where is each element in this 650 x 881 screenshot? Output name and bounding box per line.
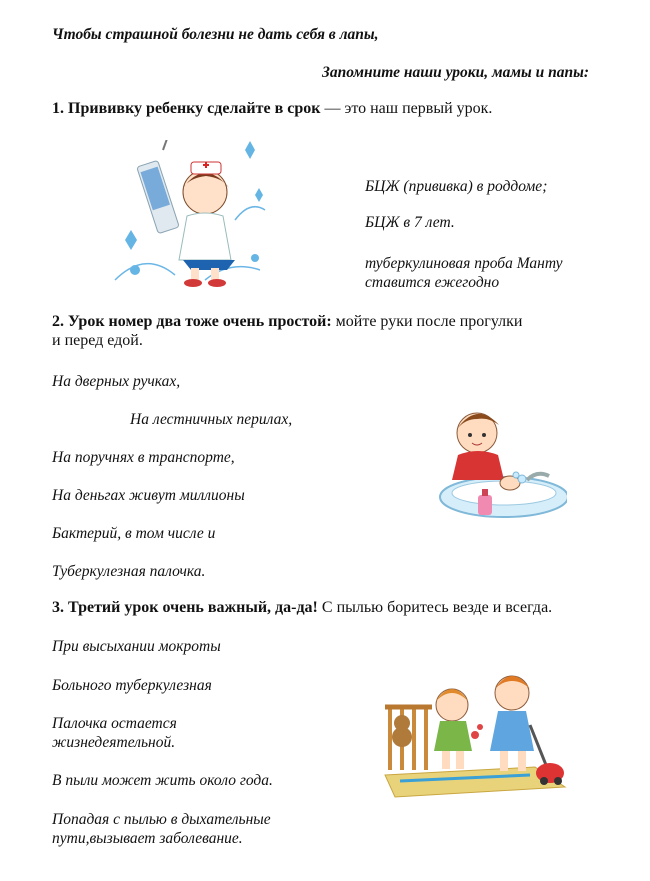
children-cleaning-illustration xyxy=(380,665,570,800)
lesson-1-rest: — это наш первый урок. xyxy=(320,100,493,117)
lesson-2-heading xyxy=(52,313,522,331)
lesson-3-heading xyxy=(52,599,552,617)
lesson-1-note-4: ставится ежегодно xyxy=(365,274,500,291)
lesson-3-bold: 3. Третий урок очень важный, да-да! xyxy=(52,599,318,616)
lesson-3-poem-line-3: Палочка остается xyxy=(52,715,177,732)
lesson-2-bold: 2. Урок номер два тоже очень простой: xyxy=(52,313,332,330)
lesson-2-poem-line-6: Туберкулезная палочка. xyxy=(52,563,206,580)
intro-line-2: Запомните наши уроки, мамы и папы: xyxy=(322,64,590,81)
lesson-2-poem-line-2: На лестничных перилах, xyxy=(130,411,293,428)
lesson-2-rest-line-2: и перед едой. xyxy=(52,332,143,349)
lesson-1-note-1: БЦЖ (прививка) в роддоме; xyxy=(365,178,548,195)
lesson-3-poem-line-1: При высыхании мокроты xyxy=(52,638,221,655)
lesson-1-heading xyxy=(52,100,492,118)
lesson-3-rest: С пылью боритесь везде и всегда. xyxy=(317,599,553,616)
lesson-1-note-3: туберкулиновая проба Манту xyxy=(365,255,563,272)
lesson-3-poem-line-5: В пыли может жить около года. xyxy=(52,772,273,789)
lesson-2-poem-line-4: На деньгах живут миллионы xyxy=(52,487,245,504)
lesson-2-poem-line-5: Бактерий, в том числе и xyxy=(52,525,216,542)
lesson-1-bold: 1. Прививку ребенку сделайте в срок xyxy=(52,100,321,117)
intro-line-1: Чтобы страшной болезни не дать себя в лапы, xyxy=(52,26,379,43)
boy-washing-hands-illustration xyxy=(432,405,567,520)
lesson-2-rest: мойте руки после прогулки xyxy=(331,313,523,330)
lesson-3-poem-line-2: Больного туберкулезная xyxy=(52,677,212,694)
lesson-2-poem-line-1: На дверных ручках, xyxy=(52,373,181,390)
lesson-3-poem-line-6: Попадая с пылью в дыхательные xyxy=(52,811,271,828)
nurse-with-syringe-illustration xyxy=(105,140,270,290)
lesson-1-note-2: БЦЖ в 7 лет. xyxy=(365,214,455,231)
lesson-3-poem-line-7: пути,вызывает заболевание. xyxy=(52,830,243,847)
lesson-3-poem-line-4: жизнедеятельной. xyxy=(52,734,176,751)
lesson-2-poem-line-3: На поручнях в транспорте, xyxy=(52,449,235,466)
